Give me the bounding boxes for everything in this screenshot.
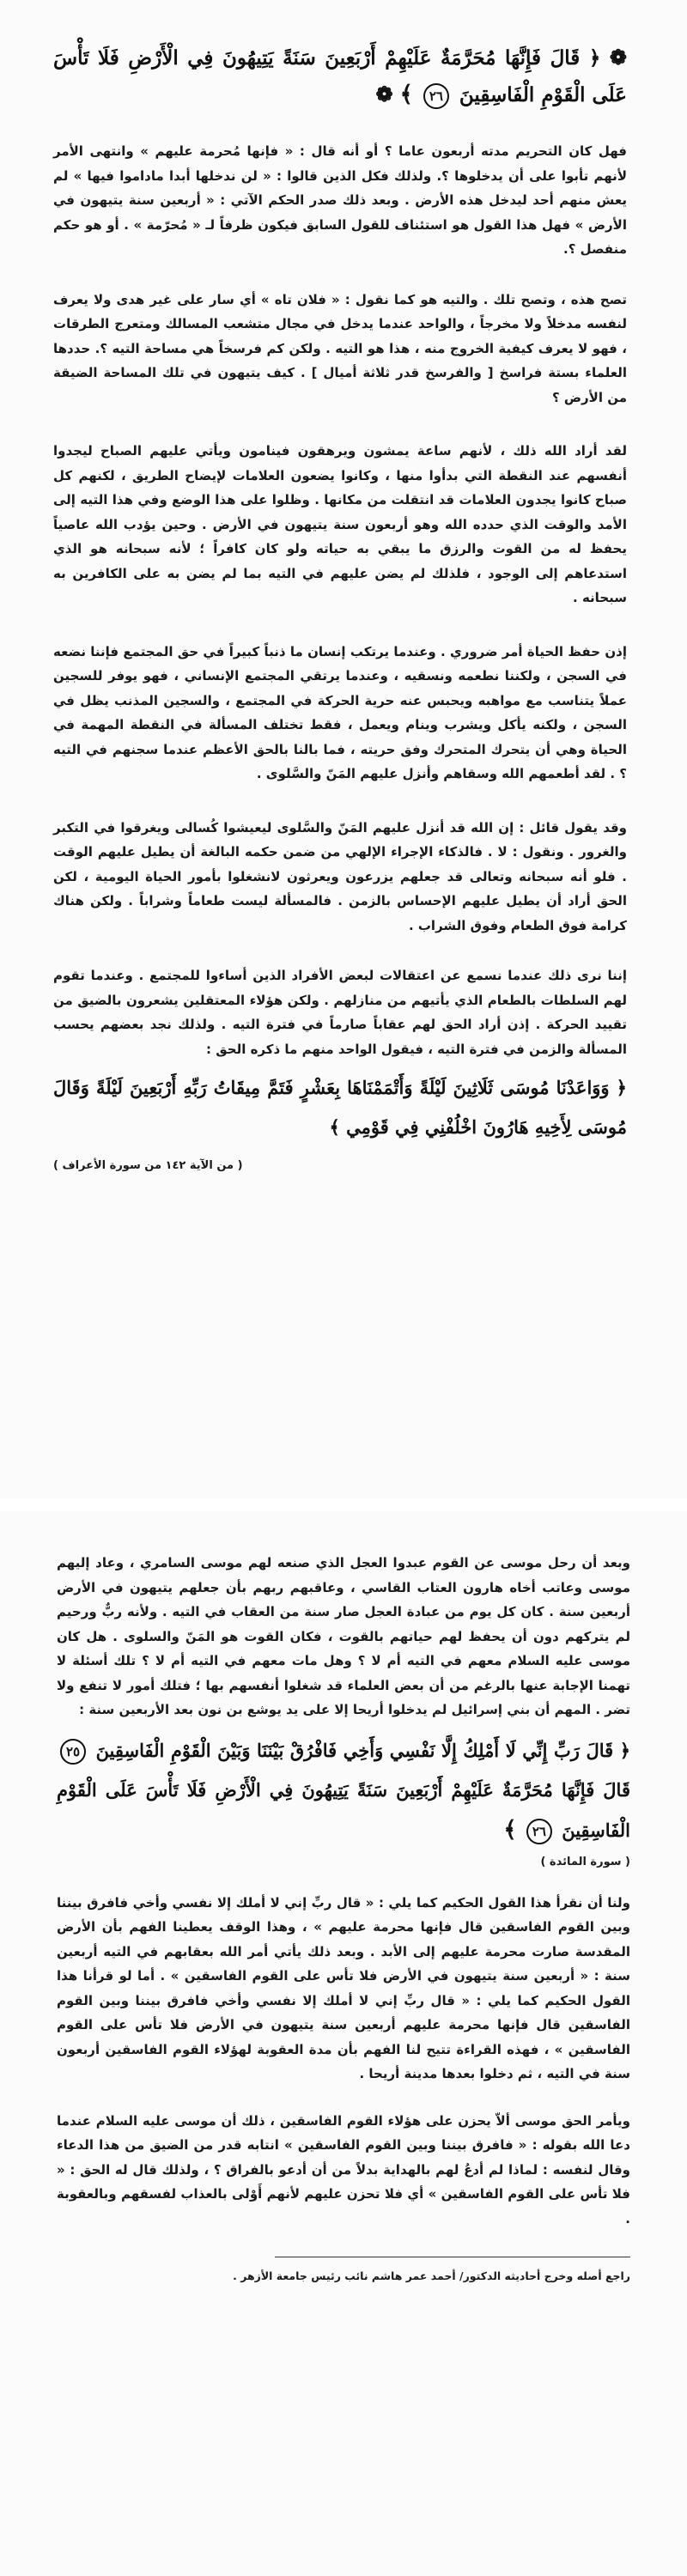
- body-paragraph: إذن حفظ الحياة أمر ضروري . وعندما يرتكب إنسان ما ذنباً كبيراً في حق المجتمع فإننا نضعه في السجن ، ولكننا نطعمه ونسقيه ، وعندما يرتقي المجتمع الإنساني ، فهو يوفر للسجين عملاً يتناسب مع مواهبه ويحبس عنه حرية الحركة في المجتمع ، والسجين المذنب يظل في السجن ، ولكنه يأكل ويشرب وينام ويعمل ، فقط تختلف المسألة في النقطة المهمة في الحياة وهي أن يتحرك المتحرك وفق حريته ، فما بالنا بالحق الأعظم عندما سجنهم في التيه ؟ . لقد أطعمهم الله وسقاهم وأنزل عليهم المَنّ والسَّلوى .: [53, 643, 627, 781]
- header-verse-text: ﴿ قَالَ فَإِنَّهَا مُحَرَّمَةٌ عَلَيْهِمْ أَرْبَعِينَ سَنَةً يَتِيهُونَ فِي الْأَرْضِ فَلَا تَأْسَ عَلَى الْقَوْمِ الْفَاسِقِينَ: [53, 46, 627, 106]
- page-two: [0, 1511, 687, 2576]
- body-paragraph: لقد أراد الله ذلك ، لأنهم ساعة يمشون ويرهقون فينامون ويأتي عليهم الصباح ليجدوا أنفسهم عند النقطة التي بدأوا منها ، وكانوا يضعون العلامات لإيضاح الطريق ، لكنهم كل صباح كانوا يجدون العلامات قد انتقلت من مكانها . وظلوا على هذا الوضع وفي هذا التيه إلى الأمد والوقت الذي حدده الله وهو أربعون سنة يتيهون في الأرض . وحين يؤدب الله عاصياً يحفظ له من القوت والرزق ما يبقي به حياته ولو كان كافراً ؛ لأنه سبحانه هو الذي استدعاهم إلى الوجود ، فلذلك لم يضن عليهم في التيه بما لم يضن به على الكافرين به سبحانه .: [53, 443, 627, 605]
- quoted-verse-text: ﴿ قَالَ رَبِّ إِنِّي لَا أَمْلِكُ إِلَّا نَفْسِي وَأَخِي فَافْرُقْ بَيْنَنَا وَبَيْنَ الْقَوْمِ الْفَاسِقِينَ: [95, 1739, 630, 1761]
- body-paragraph: وقد يقول قائل : إن الله قد أنزل عليهم المَنّ والسَّلوى ليعيشوا كُسالى ويغرقوا في التكبر والغرور . ونقول : لا . فالذكاء الإجراء الإلهي من ضمن حكمه البالغة أن يطيل عليهم الوقت . فلو أنه سبحانه وتعالى قد جعلهم يزرعون ويعرثون لانشغلوا بأمور الحياة اليومية ، لكن الحق أراد أن يطيل عليهم الإحساس بالزمن . فالمسألة ليست طعاماً وشراباً . ولكن هناك كرامة فوق الطعام وفوق الشراب .: [53, 819, 627, 933]
- verse-source: ( من الآية ١٤٢ من سورة الأعراف ): [53, 1159, 243, 1172]
- quoted-verse-text-2: قَالَ فَإِنَّهَا مُحَرَّمَةٌ عَلَيْهِمْ أَرْبَعِينَ سَنَةً يَتِيهُونَ فِي الْأَرْضِ فَلَا تَأْسَ عَلَى الْقَوْمِ الْفَاسِقِينَ: [57, 1778, 630, 1841]
- body-paragraph: تصح هذه ، وتصح تلك . والتيه هو كما نقول : « فلان تاه » أي سار على غير هدى ولا يعرف لنفسه مدخلاً ولا مخرجاً ، والواحد عندما يدخل في مجال متشعب المسالك ومتعرج الطرقات ، فهو لا يعرف كيفية الخروج منه ، هذا هو التيه . ولكن كم فرسخاً هي مساحة التيه ؟. حددها العلماء بستة فراسخ [ والفرسخ قدر ثلاثة أميال ] . كيف يتيهون في تلك المساحة الضيقة من الأرض ؟: [53, 291, 627, 405]
- closing-bracket: ﴾: [503, 1816, 517, 1843]
- quoted-verse: ﴿ وَوَاعَدْنَا مُوسَى ثَلَاثِينَ لَيْلَةً وَأَتْمَمْنَاهَا بِعَشْرٍ فَتَمَّ مِيقَاتُ رَبِّهِ أَرْبَعِينَ لَيْلَةً وَقَالَ مُوسَى لِأَخِيهِ هَارُونَ اخْلُفْنِي فِي قَوْمِي ﴾: [53, 1077, 627, 1138]
- body-paragraph: ولنا أن نقرأ هذا القول الحكيم كما يلي : « قال ربِّ إني لا أملك إلا نفسي وأخي فافرق بيننا وبين القوم الفاسقين قال فإنها محرمة عليهم » ، وهذا الوقف يعطينا الفهم بأن الأرض المقدسة صارت محرمة عليهم إلى الأبد . وبعد ذلك يأتي أمر الله بعقابهم في التيه أربعين سنة : « أربعين سنة يتيهون في الأرض فلا تأس على القوم الفاسقين » . أما لو قرأنا هذا القول الحكيم كما يلي : « قال ربِّ إني لا أملك إلا نفسي وأخي فافرق بيننا وبين القوم الفاسقين قال فإنها محرمة عليهم أربعين سنة يتيهون في الأرض فلا تأس على القوم الفاسقين » ، فهذه القراءة تتيح لنا الفهم بأن مدة العقوبة لهؤلاء القوم الفاسقين أربعون سنة في التيه ، ثم دخلوا بعدها مدينة أريحا .: [57, 1894, 630, 2081]
- body-paragraph: إننا نرى ذلك عندما نسمع عن اعتقالات لبعض الأفراد الذين أساءوا للمجتمع . وعندما تقوم لهم السلطات بالطعام الذي يأتيهم من منازلهم . ولكن هؤلاء المعتقلين يشعرون بالضيق من تقييد الحركة . إذن أراد الحق لهم عقاباً صارماً في فترة التيه . ولذلك نجد بعضهم يحسب المسألة والزمن في فترة التيه ، فيقول الواحد منهم ما ذكره الحق :: [53, 968, 627, 1057]
- quoted-verse: [57, 1731, 630, 1850]
- ayah-number-badge: ٢٦: [423, 83, 449, 109]
- ayah-number-badge: ٢٥: [60, 1739, 86, 1765]
- ayah-number-badge: ٢٦: [526, 1819, 552, 1844]
- verse-source: ( سورة المائدة ): [540, 1855, 630, 1868]
- ornament-icon: ❁: [375, 82, 393, 106]
- ornament-icon: ❁: [609, 45, 627, 70]
- body-paragraph: فهل كان التحريم مدته أربعون عاما ؟ أو أنه قال : « فإنها مُحرمة عليهم » وانتهى الأمر لأنهم تأبوا على أن يدخلوها ؟. ولذلك فكل الذين قالوا : « لن ندخلها أبدا ماداموا فيها » لم يعش منهم أحد ليدخل هذه الأرض . وبعد ذلك صدر الحكم الآتي : « أربعين سنة يتيهون في الأرض » فهل هذا القول هو استئناف للقول السابق فيكون ظرفاً لـ « مُحرّمة » . أو هو حكم منفصل ؟.: [53, 143, 627, 257]
- page-divider: [0, 1498, 687, 1511]
- header-verse: [53, 39, 627, 113]
- body-paragraph: وبعد أن رحل موسى عن القوم عبدوا العجل الذي صنعه لهم موسى السامري ، وعاد إليهم موسى وعاتب أخاه هارون العتاب القاسي ، وعاقبهم ربهم بأن جعلهم يتيهون في الأرض أربعين سنة . كان كل يوم من عبادة العجل صار سنة من العقاب في التيه . ولأنه ربٌّ ورحيم لم يتركهم دون أن يحفظ لهم حياتهم بالقوت ، فكان القوت هو المَنّ والسلوى . هل كان موسى عليه السلام معهم في التيه أم لا ؟ وهل مات معهم في التيه أم لا ؟ تلك أسئلة لا تهمنا الإجابة عنها بالرغم من أن بعض العلماء قد شغلوا أنفسهم بها ؛ فتلك أمور لا تنفع ولا تضر . المهم أن بني إسرائيل لم يدخلوا أريحا إلا على يد يوشع بن نون بعد الأربعين سنة :: [57, 1555, 630, 1717]
- footnote: راجع أصله وخرج أحاديثه الدكتور/ أحمد عمر هاشم نائب رئيس جامعة الأزهر .: [233, 2269, 630, 2282]
- body-paragraph: ويأمر الحق موسى ألاّ يحزن على هؤلاء القوم الفاسقين ، ذلك أن موسى عليه السلام عندما دعا الله بقوله : « فافرق بيننا وبين القوم الفاسقين » انتابه قدر من الضيق من هذا الدعاء وقال لنفسه : لماذا لم أدعُ لهم بالهداية بدلاً من أن أدعو بالفراق ؟ ، ولذلك قال له الحق : « فلا تأس على القوم الفاسقين » أي فلا تحزن عليهم لأنهم أَوْلى بالعذاب لفسقهم وبالعقوبة .: [57, 2112, 630, 2227]
- closing-bracket: ﴾: [399, 82, 413, 107]
